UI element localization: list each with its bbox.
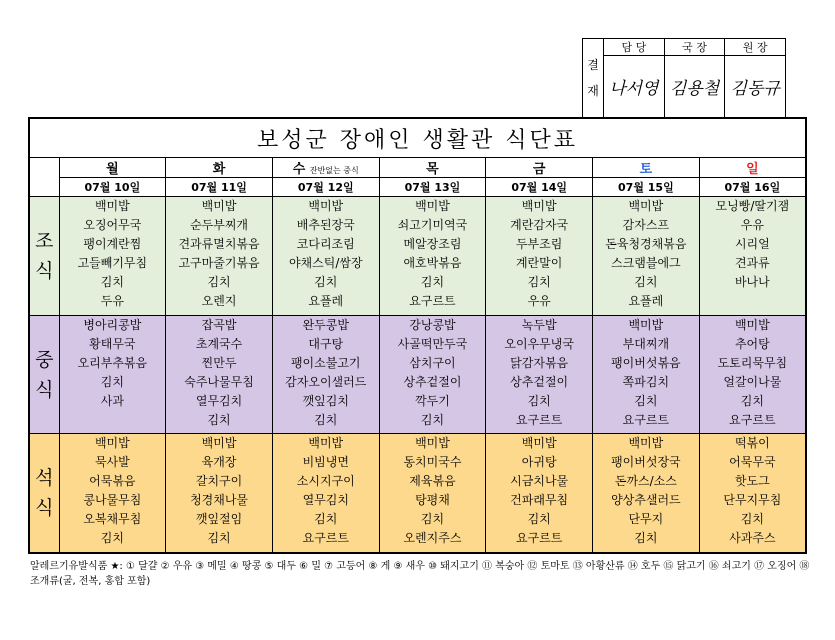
menu-item: 김치 [420,275,445,290]
menu-item: 애호박볶음 [403,256,462,271]
menu-item: 우유 [527,294,551,309]
menu-item: 탕평채 [415,493,450,508]
approval-role: 국 장 [665,39,725,56]
day-name: 목 [426,162,439,178]
menu-item: 김치 [100,374,124,389]
menu-item: 부대찌개 [622,336,670,351]
approval-label: 결 재 [583,39,604,117]
menu-item: 김치 [527,393,551,408]
menu-item: 배추된장국 [296,218,355,233]
menu-table [28,117,807,554]
menu-item: 순두부찌개 [190,218,249,233]
menu-item: 메알장조림 [403,237,462,252]
menu-item: 오징어무국 [83,218,142,233]
menu-item: 김치 [634,275,658,290]
day-header [593,158,700,178]
menu-item: 김치 [314,512,338,527]
menu-item: 고구마줄기볶음 [178,256,260,271]
menu-item: 돈육청경채볶음 [605,237,687,252]
menu-item: 깻잎김치 [302,393,349,408]
menu-item: 갈치구이 [195,474,243,489]
menu-item: 완두콩밥 [302,317,349,332]
menu-cell [699,197,806,316]
menu-item: 쇠고기미역국 [397,218,468,233]
approval-role: 담 당 [604,39,664,56]
menu-item: 사과 [100,393,124,408]
menu-cell [272,434,379,553]
menu-cell [59,315,166,434]
day-name: 수 [292,162,306,178]
menu-item: 백미밥 [201,199,237,214]
menu-cell [59,434,166,553]
day-name: 화 [212,162,226,178]
corner-cell [29,158,59,197]
date-header: 07월 16일 [699,178,806,197]
menu-item: 계란말이 [515,256,563,271]
menu-item: 백미밥 [415,199,450,214]
menu-item: 건파래무침 [510,493,569,508]
menu-cell [272,315,379,434]
day-header [166,158,273,178]
menu-item: 계란감자국 [510,218,569,233]
menu-item: 요구르트 [515,531,563,546]
day-header [59,158,166,178]
menu-item: 상추겉절이 [403,374,462,389]
menu-item: 쪽파김치 [622,374,670,389]
menu-item: 백미밥 [628,436,664,451]
menu-item: 야채스틱/쌈장 [288,256,363,271]
menu-item: 코다리조림 [296,237,355,252]
menu-item: 요플레 [308,294,344,309]
menu-item: 팽이계란찜 [83,237,142,252]
day-header [699,158,806,178]
menu-cell [166,197,273,316]
menu-item: 녹두밥 [521,317,557,332]
day-header [379,158,486,178]
menu-item: 얼갈이나물 [723,374,782,389]
menu-cell [486,197,593,316]
approval-col-director [665,39,726,117]
day-header [486,158,593,178]
menu-item: 김치 [207,275,231,290]
day-name: 금 [532,162,546,178]
meal-label: 중 식 [29,315,59,434]
menu-cell [379,434,486,553]
menu-item: 떡볶이 [734,436,770,451]
menu-item: 핫도그 [734,474,770,489]
menu-cell [379,315,486,434]
menu-item: 동치미국수 [403,455,462,470]
menu-item: 비빔냉면 [302,455,349,470]
menu-item: 청경채나물 [190,493,249,508]
menu-item: 깍두기 [415,393,450,408]
menu-item: 요구르트 [302,531,349,546]
menu-item: 백미밥 [201,436,237,451]
menu-item: 오렌지 [201,294,237,309]
menu-item: 대구탕 [308,336,344,351]
menu-cell [166,434,273,553]
menu-item: 김치 [207,412,231,427]
menu-item: 요구르트 [729,412,776,427]
menu-item: 오이우무냉국 [504,336,574,351]
menu-cell [593,315,700,434]
menu-item: 아귀탕 [521,455,557,470]
menu-cell [486,315,593,434]
menu-cell [486,434,593,553]
menu-item: 견과류 [734,256,770,271]
menu-item: 김치 [740,512,764,527]
menu-item: 단무지무침 [723,493,782,508]
day-note: 잔반없는 중식 [309,166,359,176]
menu-item: 김치 [420,412,445,427]
menu-item: 백미밥 [94,199,130,214]
menu-item: 추어탕 [734,336,770,351]
menu-item: 황태무국 [89,336,136,351]
menu-item: 묵사발 [94,455,130,470]
day-name: 일 [746,162,759,178]
menu-item: 요구르트 [409,294,456,309]
menu-item: 사골떡만두국 [397,336,468,351]
date-header: 07월 14일 [486,178,593,197]
menu-item: 육개장 [201,455,237,470]
meal-label: 조 식 [29,197,59,316]
menu-item: 견과류멸치볶음 [178,237,260,252]
menu-item: 백미밥 [415,436,450,451]
menu-item: 감자스프 [622,218,670,233]
allergy-note: 알레르기유발식품 ★: ① 달걀 ② 우유 ③ 메밀 ④ 땅콩 ⑤ 대두 ⑥ 밀 ⑦ 고등어 ⑧ 게 ⑨ 새우 ⑩ 돼지고기 ⑪ 복숭아 ⑫ 토마토 ⑬ 아황산류 ⑭ 호두 ⑮ 닭고기 ⑯ 쇠고기 ⑰ 오징어 ⑱ 조개류(굴, 전복, 홍합 포함) [30,561,810,587]
approval-col-staff [604,39,665,117]
menu-item: 요플레 [628,294,664,309]
menu-item: 숙주나물무침 [184,374,254,389]
day-name: 월 [106,162,119,178]
menu-cell [379,197,486,316]
menu-cell [593,197,700,316]
menu-item: 김치 [527,512,551,527]
menu-item: 열무김치 [302,493,349,508]
menu-item: 고들빼기무침 [77,256,148,271]
date-header: 07월 13일 [379,178,486,197]
menu-item: 열무김치 [195,393,243,408]
menu-item: 백미밥 [521,436,557,451]
menu-item: 오복채무침 [83,512,142,527]
date-header: 07월 10일 [59,178,166,197]
menu-cell [272,197,379,316]
menu-item: 백미밥 [94,436,130,451]
signature: 김동규 [730,79,780,99]
approval-role: 원 장 [725,39,785,56]
menu-item: 시금치나물 [510,474,569,489]
menu-item: 소시지구이 [296,474,355,489]
menu-item: 닭감자볶음 [510,355,569,370]
signature: 나서영 [609,79,659,99]
date-header: 07월 12일 [272,178,379,197]
menu-item: 김치 [100,531,124,546]
menu-item: 요구르트 [622,412,670,427]
menu-item: 단무지 [628,512,664,527]
date-header: 07월 15일 [593,178,700,197]
menu-item: 김치 [314,412,338,427]
menu-item: 백미밥 [308,436,344,451]
menu-item: 팽이버섯볶음 [611,355,681,370]
menu-cell [166,315,273,434]
menu-item: 돈까스/소스 [614,474,677,489]
menu-item: 스크램블에그 [611,256,681,271]
menu-item: 사과주스 [729,531,776,546]
menu-item: 바나나 [734,275,770,290]
menu-item: 팽이버섯장국 [611,455,681,470]
menu-cell [699,434,806,553]
menu-item: 우유 [740,218,764,233]
menu-item: 어묵볶음 [89,474,136,489]
menu-cell [699,315,806,434]
day-name: 토 [639,162,653,178]
menu-item: 김치 [527,275,551,290]
menu-item: 제육볶음 [409,474,456,489]
menu-item: 백미밥 [521,199,557,214]
menu-item: 삼치구이 [409,355,456,370]
signature: 김용철 [669,79,720,99]
page-title: 보성군 장애인 생활관 식단표 [29,118,806,158]
menu-item: 병아리콩밥 [83,317,142,332]
menu-item: 백미밥 [308,199,344,214]
menu-item: 오리부추볶음 [77,355,148,370]
menu-item: 강낭콩밥 [409,317,456,332]
menu-item: 잡곡밥 [201,317,237,332]
menu-item: 시리얼 [734,237,770,252]
menu-item: 오렌지주스 [403,531,462,546]
menu-item: 김치 [634,531,658,546]
menu-item: 감자오이샐러드 [285,374,367,389]
menu-item: 김치 [740,393,764,408]
menu-item: 백미밥 [628,317,664,332]
menu-item: 김치 [207,531,231,546]
menu-item: 찐만두 [201,355,237,370]
menu-cell [59,197,166,316]
menu-item: 김치 [634,393,658,408]
approval-box [582,38,786,118]
day-header [272,158,379,178]
menu-item: 김치 [314,275,338,290]
meal-label: 석 식 [29,434,59,553]
menu-item: 팽이소불고기 [290,355,361,370]
menu-item: 도토리묵무침 [717,355,788,370]
menu-item: 초계국수 [195,336,243,351]
menu-item: 모닝빵/딸기잼 [715,199,790,214]
approval-col-head [725,39,785,117]
date-header: 07월 11일 [166,178,273,197]
menu-item: 상추겉절이 [510,374,569,389]
menu-item: 요구르트 [515,412,563,427]
menu-cell [593,434,700,553]
menu-item: 백미밥 [628,199,664,214]
menu-item: 두유 [100,294,124,309]
menu-item: 김치 [420,512,445,527]
menu-item: 두부조림 [515,237,563,252]
menu-item: 깻잎절임 [195,512,243,527]
menu-item: 어묵무국 [729,455,776,470]
menu-item: 백미밥 [734,317,770,332]
menu-item: 김치 [100,275,124,290]
menu-item: 콩나물무침 [83,493,142,508]
menu-item: 양상추샐러드 [611,493,681,508]
